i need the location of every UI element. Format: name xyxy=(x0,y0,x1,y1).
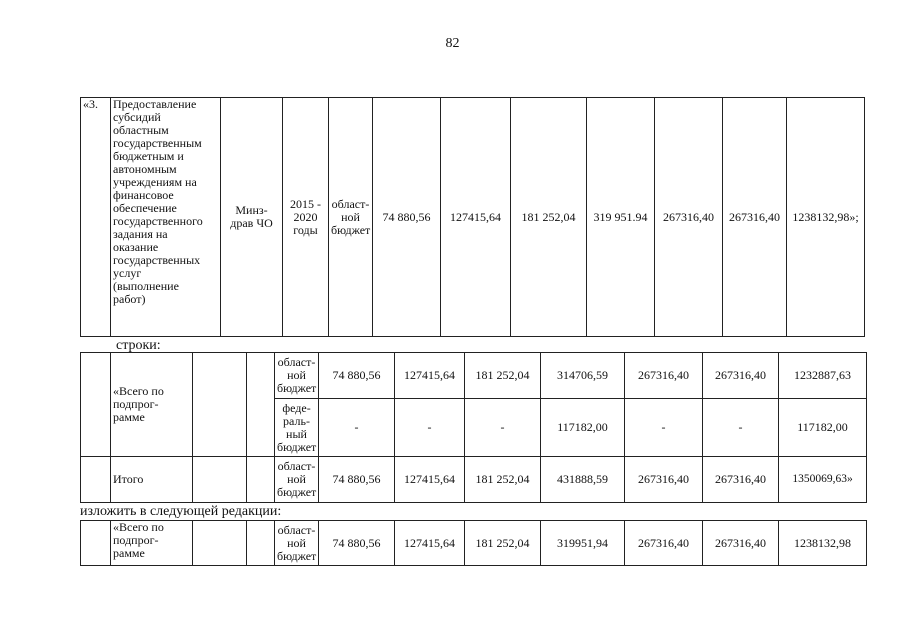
value-cell: 181 252,04 xyxy=(465,353,541,399)
table-row xyxy=(81,98,865,337)
table-row xyxy=(81,521,867,566)
table-new-row xyxy=(80,520,867,566)
funding-source: феде- раль- ный бюджет xyxy=(275,399,319,457)
value-cell: 127415,64 xyxy=(395,353,465,399)
value-cell: - xyxy=(703,399,779,457)
value-cell: 267316,40 xyxy=(703,353,779,399)
value-cell: 117182,00 xyxy=(541,399,625,457)
funding-source: област- ной бюджет xyxy=(329,98,373,337)
funding-source: област- ной бюджет xyxy=(275,457,319,503)
value-cell: 74 880,56 xyxy=(319,521,395,566)
funding-source: област- ной бюджет xyxy=(275,353,319,399)
value-cell: - xyxy=(395,399,465,457)
row-name: «Всего по подпрог- рамме xyxy=(111,521,193,566)
value-cell: 314706,59 xyxy=(541,353,625,399)
value-cell: 181 252,04 xyxy=(465,457,541,503)
label-lines: строки: xyxy=(116,338,161,353)
value-cell: 267316,40 xyxy=(625,521,703,566)
value-cell: 319951,94 xyxy=(541,521,625,566)
funding-source: област- ной бюджет xyxy=(275,521,319,566)
table-row xyxy=(81,457,867,503)
value-cell: 127415,64 xyxy=(395,521,465,566)
value-cell-total: 117182,00 xyxy=(779,399,867,457)
value-cell: 267316,40 xyxy=(655,98,723,337)
value-cell: 431888,59 xyxy=(541,457,625,503)
value-cell: 267316,40 xyxy=(703,457,779,503)
value-cell: 181 252,04 xyxy=(511,98,587,337)
value-cell: 267316,40 xyxy=(723,98,787,337)
value-cell: - xyxy=(625,399,703,457)
value-cell: 181 252,04 xyxy=(465,521,541,566)
value-cell: 267316,40 xyxy=(703,521,779,566)
value-cell: 74 880,56 xyxy=(319,457,395,503)
table-main-row xyxy=(80,97,865,337)
executor: Минз- драв ЧО xyxy=(221,98,283,337)
value-cell: 74 880,56 xyxy=(319,353,395,399)
value-cell-total: 1238132,98»; xyxy=(787,98,865,337)
value-cell: - xyxy=(465,399,541,457)
table-row xyxy=(81,353,867,399)
value-cell: 267316,40 xyxy=(625,457,703,503)
value-cell-total: 1238132,98 xyxy=(779,521,867,566)
page-number: 82 xyxy=(445,36,460,51)
value-cell: 267316,40 xyxy=(625,353,703,399)
value-cell: 74 880,56 xyxy=(373,98,441,337)
value-cell-total: 1350069,63» xyxy=(779,457,867,503)
value-cell: 319 951.94 xyxy=(587,98,655,337)
row-name: Итого xyxy=(111,457,193,503)
table-old-rows xyxy=(80,352,867,503)
value-cell: - xyxy=(319,399,395,457)
value-cell-total: 1232887,63 xyxy=(779,353,867,399)
row-number: «3. xyxy=(81,98,111,337)
value-cell: 127415,64 xyxy=(441,98,511,337)
label-new-edition: изложить в следующей редакции: xyxy=(80,504,282,519)
row-name: «Всего по подпрог- рамме xyxy=(111,353,193,457)
value-cell: 127415,64 xyxy=(395,457,465,503)
row-name: Предоставление субсидий областным государственным бюджетным и автономным учреждениям на финансовое обеспечение государственного задания на оказание государственных услуг (выполнение работ) xyxy=(111,98,221,337)
period: 2015 - 2020 годы xyxy=(283,98,329,337)
